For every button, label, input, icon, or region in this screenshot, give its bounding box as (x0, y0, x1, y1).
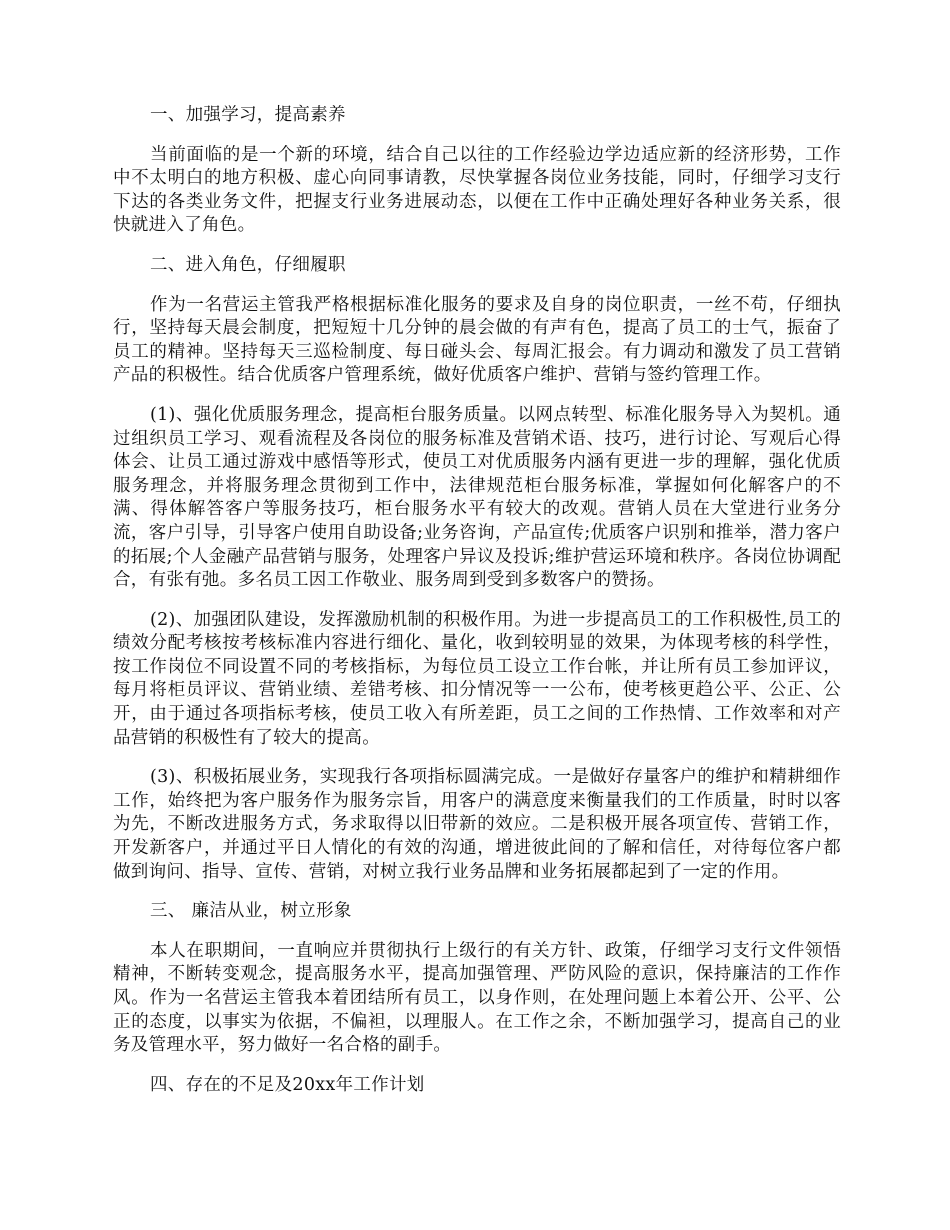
body-paragraph: 当前面临的是一个新的环境，结合自己以往的工作经验边学边适应新的经济形势，工作中不太明白的地方积极、虚心向同事请教，尽快掌握各岗位业务技能，同时，仔细学习支行下达的各类业务文件，把握支行业务进展动态，以便在工作中正确处理好各种业务关系，很快就进入了角色。 (113, 144, 841, 236)
body-paragraph: 本人在职期间，一直响应并贯彻执行上级行的有关方针、政策，仔细学习支行文件领悟精神，不断转变观念，提高服务水平，提高加强管理、严防风险的意识，保持廉洁的工作作风。作为一名营运主管我本着团结所有员工，以身作则，在处理问题上本着公开、公平、公正的态度，以事实为依据，不偏袒，以理服人。在工作之余，不断加强学习，提高自己的业务及管理水平，努力做好一名合格的副手。 (113, 940, 841, 1056)
section-heading-1: 一、加强学习，提高素养 (150, 105, 346, 125)
body-paragraph: 作为一名营运主管我严格根据标准化服务的要求及自身的岗位职责，一丝不苟，仔细执行，坚持每天晨会制度，把短短十几分钟的晨会做的有声有色，提高了员工的士气，振奋了员工的精神。坚持每天三巡检制度、每日碰头会、每周汇报会。有力调动和激发了员工营销产品的积极性。结合优质客户管理系统，做好优质客户维护、营销与签约管理工作。 (113, 294, 841, 386)
section-heading-2: 二、进入角色，仔细履职 (150, 254, 346, 275)
body-paragraph: (3)、积极拓展业务，实现我行各项指标圆满完成。一是做好存量客户的维护和精耕细作工作，始终把为客户服务作为服务宗旨，用客户的满意度来衡量我们的工作质量，时时以客为先，不断改进服务方式，务求取得以旧带新的效应。二是积极开展各项宣传、营销工作，开发新客户，并通过平日人情化的有效的沟通，增进彼此间的了解和信任，对待每位客户都做到询问、指导、宣传、营销，对树立我行业务品牌和业务拓展都起到了一定的作用。 (113, 767, 841, 882)
body-paragraph: (2)、加强团队建设，发挥激励机制的积极作用。为进一步提高员工的工作积极性,员工的绩效分配考核按考核标准内容进行细化、量化，收到较明显的效果，为体现考核的科学性，按工作岗位不同设置不同的考核指标，为每位员工设立工作台帐，并让所有员工参加评议，每月将柜员评议、营销业绩、差错考核、扣分情况等一一公布，使考核更趋公平、公正、公开，由于通过各项指标考核，使员工收入有所差距，员工之间的工作热情、工作效率和对产品营销的积极性有了较大的提高。 (113, 609, 841, 748)
body-paragraph: (1)、强化优质服务理念，提高柜台服务质量。以网点转型、标准化服务导入为契机。通过组织员工学习、观看流程及各岗位的服务标准及营销术语、技巧，进行讨论、写观后心得体会、让员工通过游戏中感悟等形式，使员工对优质服务内涵有更进一步的理解，强化优质服务理念，并将服务理念贯彻到工作中，法律规范柜台服务标准，掌握如何化解客户的不满、得体解答客户等服务技巧，柜台服务水平有较大的改观。营销人员在大堂进行业务分流，客户引导，引导客户使用自助设备;业务咨询，产品宣传;优质客户识别和推举，潜力客户的拓展;个人金融产品营销与服务，处理客户异议及投诉;维护营运环境和秩序。各岗位协调配合，有张有弛。多名员工因工作敬业、服务周到受到多数客户的赞扬。 (113, 404, 841, 591)
section-heading-3: 三、 廉洁从业，树立形象 (150, 901, 352, 922)
document-page (113, 104, 841, 1113)
section-heading-4: 四、存在的不足及20xx年工作计划 (150, 1074, 425, 1095)
